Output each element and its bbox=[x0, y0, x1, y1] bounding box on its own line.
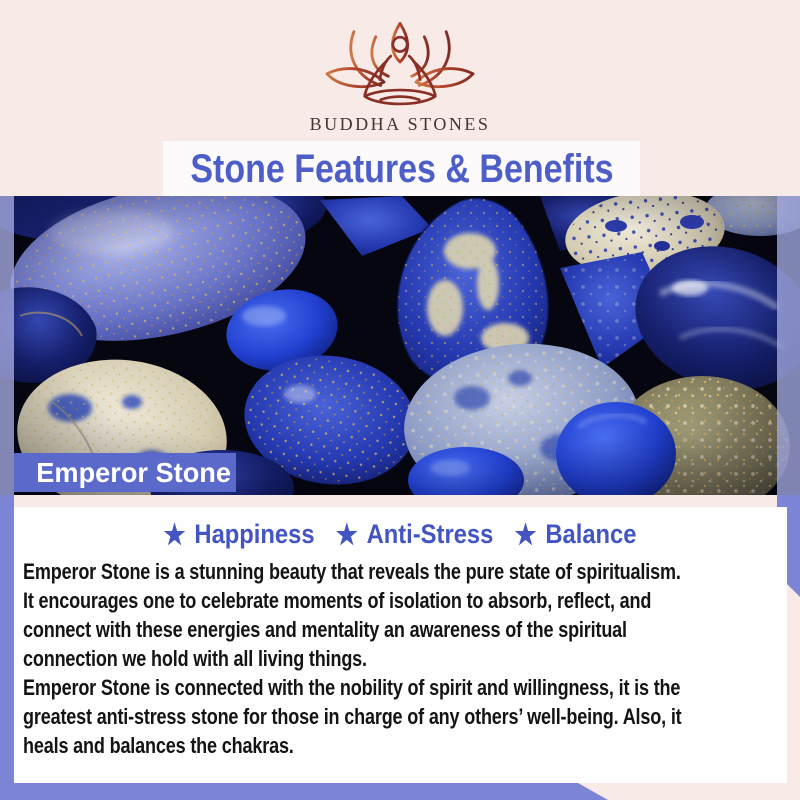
bottom-accent-band bbox=[0, 783, 608, 800]
feature-item-balance bbox=[514, 519, 636, 550]
description-line: It encourages one to celebrate moments of isolation to absorb, reflect, and bbox=[23, 588, 652, 613]
star-icon: ★ bbox=[163, 518, 186, 550]
right-accent-stripe-top bbox=[777, 196, 800, 495]
title-banner bbox=[163, 141, 640, 198]
photo-caption: Emperor Stone bbox=[36, 456, 231, 488]
page-title: Stone Features & Benefits bbox=[189, 147, 614, 191]
feature-item-happiness bbox=[164, 519, 315, 550]
description-text bbox=[23, 557, 800, 760]
feature-label: Balance bbox=[545, 519, 637, 549]
brand-logo bbox=[0, 20, 800, 119]
description-line: greatest anti-stress stone for those in charge of any others’ well-being. Also, it bbox=[23, 704, 682, 729]
feature-label: Anti-Stress bbox=[366, 519, 494, 549]
star-icon: ★ bbox=[514, 518, 537, 550]
star-icon: ★ bbox=[335, 518, 358, 550]
photo-caption-badge bbox=[14, 453, 236, 492]
description-line: heals and balances the chakras. bbox=[23, 733, 294, 758]
feature-item-anti-stress bbox=[336, 519, 494, 550]
features-row bbox=[48, 519, 752, 550]
lotus-meditation-icon bbox=[315, 20, 485, 114]
description-line: Emperor Stone is a stunning beauty that reveals the pure state of spiritualism. bbox=[23, 559, 681, 584]
left-accent-stripe-bottom bbox=[0, 495, 14, 800]
description-line: Emperor Stone is connected with the nobility of spirit and willingness, it is the bbox=[23, 675, 681, 700]
feature-label: Happiness bbox=[194, 519, 315, 549]
brand-name: BUDDHA STONES bbox=[309, 114, 491, 134]
description-line: connect with these energies and mentality an awareness of the spiritual bbox=[23, 617, 627, 642]
left-accent-stripe-top bbox=[0, 196, 14, 495]
description-line: connection we hold with all living things. bbox=[23, 646, 367, 671]
product-photo bbox=[0, 196, 800, 495]
